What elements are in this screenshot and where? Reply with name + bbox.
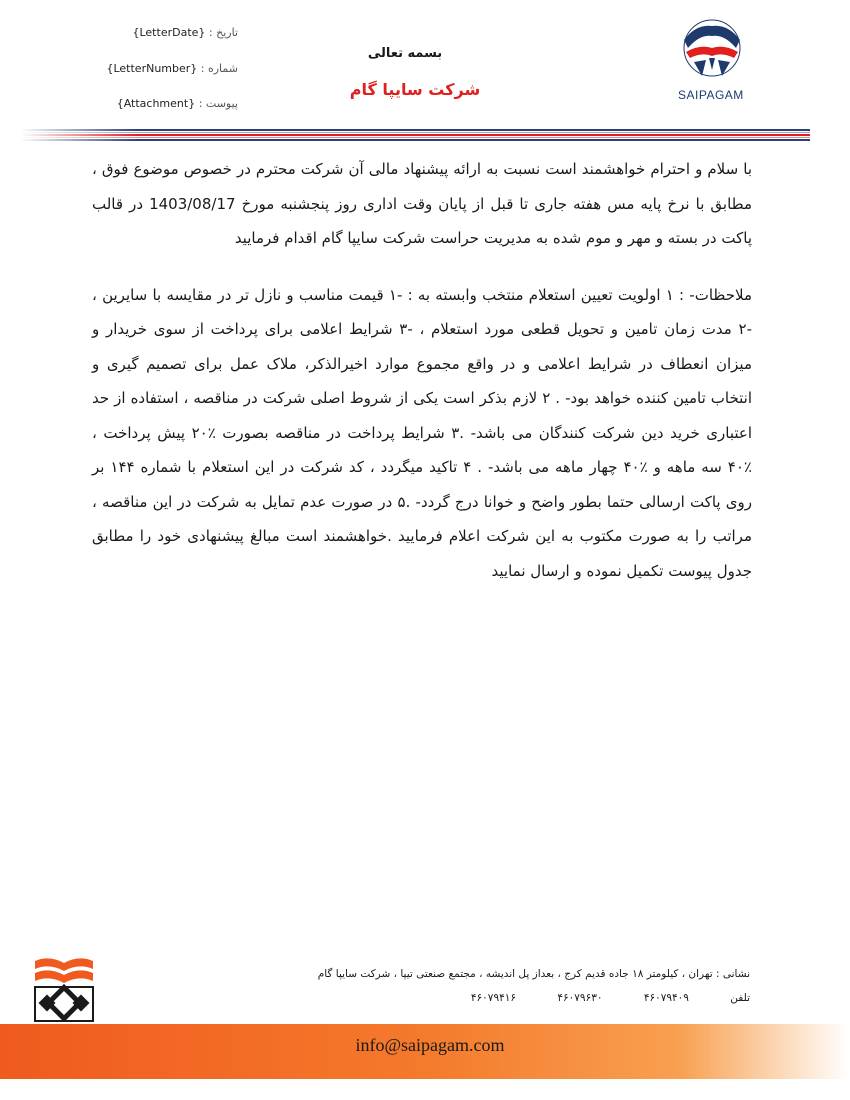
footer-phones <box>180 992 750 1004</box>
phone-number: ۴۶۰۷۹۴۱۶ <box>470 992 517 1004</box>
logo-wordmark: SAIPAGAM <box>678 88 744 102</box>
phone-number: ۴۶۰۷۹۴۰۹ <box>643 992 689 1004</box>
letter-date-field <box>88 26 238 39</box>
saipagam-logo-icon <box>676 18 748 80</box>
header-stripes-divider <box>20 127 810 141</box>
number-label: شماره : <box>200 62 238 75</box>
date-label: تاریخ : <box>208 26 238 39</box>
number-value: {LetterNumber} <box>106 62 198 75</box>
footer-address: نشانی : تهران ، کیلومتر ۱۸ جاده قدیم کرج ، بعداز پل اندیشه ، مجتمع صنعتی تیپا ، شرکت سایپا گام <box>317 968 750 980</box>
footer-email-link[interactable]: info@saipagam.com <box>355 1035 505 1055</box>
body-paragraph-notes: ملاحظات- : ۱ اولویت تعیین استعلام منتخب وابسته به : -۱ قیمت مناسب و نازل تر در مقایسه با سایرین ، -۲ مدت زمان تامین و تحویل قطعی مورد استعلام ، -۳ شرایط اعلامی برای پرداخت از سوی خریدار و میزان انعطاف در شرایط اعلامی و در واقع مجموع موارد اخیرالذکر، ملاک عمل برای تصمیم گیری و انتخاب تامین کننده خواهد بود- . ۲ لازم بذکر است یکی از شروط اصلی شرکت در مناقصه ، استفاده از حد اعتباری خرید دین شرکت کنندگان می باشد- .۳ شرایط پرداخت در مناقصه بصورت ٪۲۰ پیش پرداخت ، ٪۴۰ سه ماهه و ٪۴۰ چهار ماهه می باشد- . ۴ تاکید میگردد ، کد شرکت در این استعلام با شماره ۱۴۴ بر روی پاکت ارسالی حتما بطور واضح و خوانا درج گردد- .۵ در صورت عدم تمایل به شرکت در این مناقصه ، مراتب را به صورت مکتوب به این شرکت اعلام فرمایید .خواهشمند است مبالغ پیشنهادی خود را مطابق جدول پیوست تکمیل نموده و ارسال نمایید <box>92 285 752 580</box>
basmala-heading: بسمه تعالی <box>367 46 443 61</box>
footer-logo-icon <box>29 955 99 1025</box>
attachment-field <box>88 97 238 110</box>
letter-body <box>92 152 752 588</box>
phone-label: تلفن <box>730 992 750 1004</box>
attachment-value: {Attachment} <box>116 97 196 110</box>
letter-number-field <box>88 62 238 75</box>
date-value: {LetterDate} <box>132 26 206 39</box>
body-paragraph-request: با سلام و احترام خواهشمند است نسبت به ارائه پیشنهاد مالی آن شرکت محترم در خصوص موضوع فوق ، مطابق با نرخ پایه مس هفته جاری تا قبل از پایان وقت اداری روز پنجشنبه مورخ 1403/08/17 در قالب پاکت در بسته و مهر و موم شده به مدیریت حراست شرکت سایپا گام اقدام فرمایید <box>92 160 753 247</box>
phone-number: ۴۶۰۷۹۶۳۰ <box>557 992 603 1004</box>
attachment-label: پیوست : <box>198 97 238 110</box>
company-name-heading: شرکت سایپا گام <box>349 80 481 99</box>
